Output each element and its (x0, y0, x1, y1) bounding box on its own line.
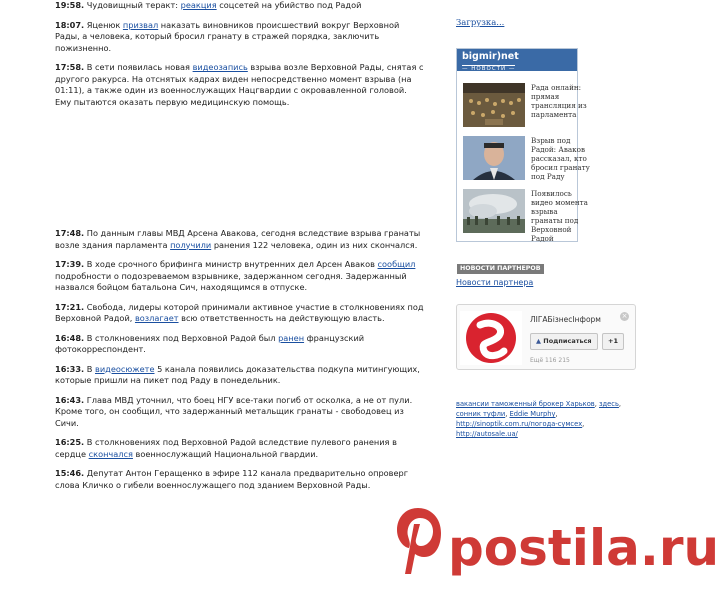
news-text: 5 канала появились доказательства подкупа митингующих, которые пришли на пикет под Раду в понедельник. (55, 363, 420, 385)
avakov-portrait-thumbnail[interactable] (463, 136, 525, 180)
news-text: взрыва возле Верховной Рады, снятая с другого ракурса. На отснятых кадрах виден непосредственно момент взрыва (на 01:11), а также один из военнослужащих Нацгвардии с окровавленной головой. Ему пытаются оказать первую медицинскую помощь. (55, 62, 424, 107)
close-icon[interactable]: × (621, 312, 628, 320)
explosion-crowd-thumbnail[interactable] (463, 189, 525, 233)
facebook-page-widget (456, 304, 636, 370)
news-text: Депутат Антон Геращенко в эфире 112 канала предварительно опроверг слова Кличко о гибели военнослужащего под зданием Верховной Рады. (55, 468, 409, 490)
news-link[interactable]: видеосюжете (95, 363, 155, 374)
news-time: 17:48. (55, 228, 85, 238)
sponsored-links (456, 399, 631, 439)
bigmir-news-title[interactable]: Взрыв под Радой: Аваков рассказал, кто бросил гранату под Раду (531, 136, 590, 181)
sponsored-link[interactable]: http://sinoptik.com.ru/погода-сумcех (456, 420, 583, 428)
news-entry (55, 62, 425, 108)
news-entry (55, 228, 425, 251)
link-separator: , (618, 400, 622, 408)
news-text: Яценюк (84, 19, 123, 30)
subscribe-label: Подписаться (543, 337, 592, 345)
news-entry (55, 364, 425, 387)
news-text: всю ответственность на действующую власть. (178, 313, 385, 323)
news-list-bottom (55, 228, 425, 491)
news-entry (55, 468, 425, 491)
news-entry (55, 0, 425, 12)
news-time: 15:46. (55, 468, 85, 478)
news-link[interactable]: возлагает (134, 313, 179, 323)
news-time: 16:33. (55, 363, 85, 374)
watermark-text: postila.ru (448, 519, 719, 577)
news-entry (55, 259, 425, 294)
bigmir-news-widget (456, 48, 590, 243)
parliament-hall-thumbnail[interactable] (463, 83, 525, 127)
loading-label[interactable]: Загрузка... (456, 18, 505, 28)
news-link[interactable]: видеозапись (192, 62, 248, 72)
news-feed (55, 0, 425, 499)
postila-watermark (393, 484, 719, 591)
news-text: Глава МВД уточнил, что боец НГУ все-таки погиб от осколка, а не от пули. Кроме того, он сообщил, что задержанный метальщик гранаты - свободовец из Сичи. (55, 394, 413, 428)
partners-news-label[interactable]: Новости партнера (456, 278, 534, 287)
news-text: подробности о подозреваемом взрывнике, задержанном сегодня. Задержанный назвался бойцом батальона Сич, находящимся в отпуске. (55, 270, 407, 292)
news-time: 16:48. (55, 332, 85, 343)
news-link[interactable]: реакция (180, 0, 217, 10)
news-time: 19:58. (55, 0, 85, 10)
liga-logo-icon[interactable] (460, 311, 522, 365)
news-link[interactable]: получили (170, 239, 212, 250)
news-text: По данным главы МВД Арсена Авакова, сегодня вследствие взрыва гранаты возле здания парламента (55, 228, 421, 250)
news-link[interactable]: скончался (88, 448, 133, 459)
news-text: В сети появилась новая (84, 62, 193, 72)
link-separator: , (555, 410, 558, 418)
sponsored-link[interactable]: http://autosale.ua/ (456, 430, 518, 438)
news-time: 16:25. (55, 437, 85, 447)
news-entry (55, 395, 425, 430)
news-entry (55, 20, 425, 55)
link-separator: , (505, 410, 510, 418)
bigmir-subtitle: — НОВОСТИ — (462, 66, 516, 72)
news-text: соцсетей на убийство под Радой (216, 0, 362, 10)
news-text: Чудовищный теракт: (84, 0, 181, 10)
partners-badge: НОВОСТИ ПАРТНЕРОВ (457, 264, 544, 274)
bigmir-logo[interactable]: bigmir)net (462, 51, 519, 62)
news-time: 17:39. (55, 259, 85, 269)
ad-gap (55, 116, 425, 228)
news-time: 17:21. (55, 301, 85, 312)
news-text: В (84, 363, 96, 374)
news-text: В столкновениях под Верховной Радой был (84, 332, 279, 343)
news-text: В ходе срочного брифинга министр внутренних дел Арсен Аваков (84, 259, 378, 269)
news-text: военнослужащий Национальной гвардии. (132, 448, 319, 459)
bigmir-news-item[interactable] (463, 189, 588, 243)
subscriber-count: Ещё 116 215 (530, 357, 570, 364)
news-text: французский фотокорреспондент. (55, 332, 365, 354)
link-separator: , (594, 400, 599, 408)
news-text: В столкновениях под Верховной Радой вследствие пулевого ранения в сердце (55, 437, 397, 459)
news-entry (55, 437, 425, 460)
news-time: 17:58. (55, 62, 85, 72)
sponsored-link[interactable]: сонник туфли (456, 410, 506, 418)
sponsored-link[interactable]: Eddie Murphy (509, 410, 556, 418)
news-link[interactable]: призвал (122, 19, 159, 30)
fb-thumb-icon: ▲ (536, 337, 541, 345)
partners-news-link[interactable] (456, 277, 533, 289)
news-list-top (55, 0, 425, 108)
news-entry (55, 333, 425, 356)
bigmir-news-item[interactable] (463, 136, 590, 181)
news-text: наказать виновников происшествий вокруг Верховной Рады, а человека, который бросил гранату в стражей порядка, заключить пожизненно. (55, 19, 400, 53)
bigmir-header[interactable] (457, 49, 577, 71)
news-time: 18:07. (55, 19, 85, 30)
news-link[interactable]: ранен (278, 332, 305, 343)
news-text: Свобода, лидеры которой принимали активное участие в столкновениях под Верховной Радой, (55, 301, 424, 323)
bigmir-news-title[interactable]: Появилось видео момента взрыва гранаты под Верховной Радой (531, 189, 588, 243)
loading-link[interactable] (456, 18, 504, 30)
bigmir-news-title[interactable]: Рада онлайн: прямая трансляция из парламента (531, 83, 587, 119)
sponsored-link[interactable]: вакансии таможенный брокер Харьков (456, 400, 595, 408)
link-separator: , (582, 420, 585, 428)
bigmir-news-item[interactable] (463, 83, 587, 127)
postila-logo-icon (393, 506, 443, 576)
plus-one-button[interactable]: +1 (602, 333, 624, 350)
news-link[interactable]: сообщил (377, 259, 416, 269)
news-text: ранения 122 человека, один из них скончался. (211, 239, 418, 250)
sponsored-link[interactable]: здесь (599, 400, 619, 408)
subscribe-button[interactable] (530, 333, 598, 350)
news-entry (55, 302, 425, 325)
fb-page-name[interactable]: ЛІГАБізнесІнформ (530, 315, 601, 324)
news-time: 16:43. (55, 394, 85, 405)
